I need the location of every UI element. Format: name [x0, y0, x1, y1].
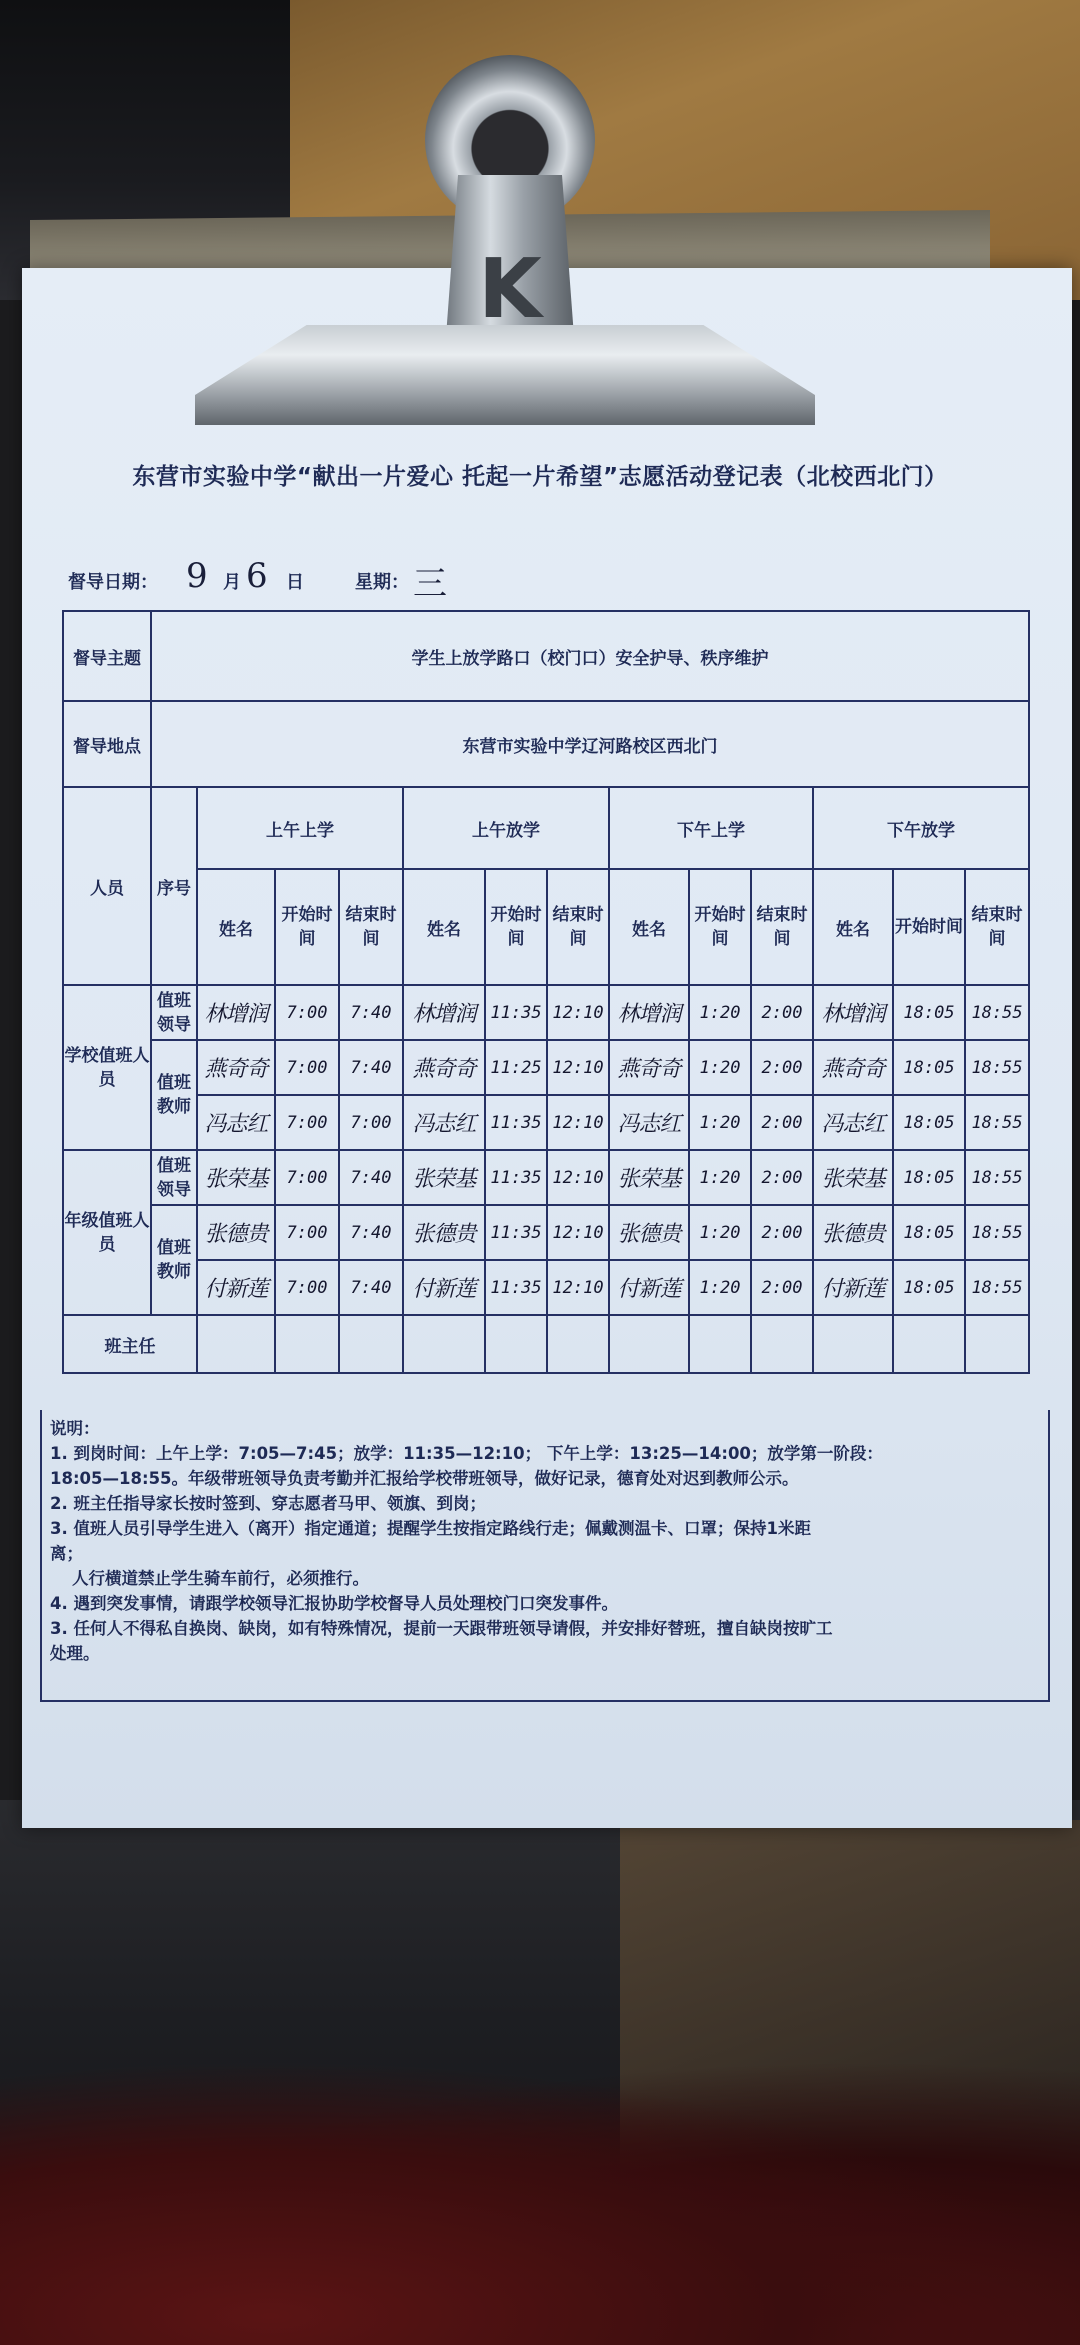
weekday-value: 三: [413, 564, 447, 604]
empty-cell: [813, 1315, 893, 1373]
role-label: 值班教师: [151, 1205, 197, 1315]
time-cell: 11:25: [485, 1040, 547, 1095]
note-item: 离；: [50, 1544, 83, 1563]
signature: 林增润: [609, 985, 689, 1040]
time-cell: 18:05: [893, 1205, 965, 1260]
time-cell: 7:40: [339, 1040, 403, 1095]
empty-cell: [339, 1315, 403, 1373]
time-cell: 18:55: [965, 1095, 1029, 1150]
time-cell: 7:40: [339, 1150, 403, 1205]
time-cell: 1:20: [689, 1095, 751, 1150]
empty-cell: [689, 1315, 751, 1373]
signature: 冯志红: [197, 1095, 275, 1150]
col-end: 结束时间: [339, 869, 403, 985]
note-item: 处理。: [50, 1644, 100, 1663]
table-row: [63, 1205, 1029, 1260]
signature: 冯志红: [403, 1095, 485, 1150]
empty-cell: [197, 1315, 275, 1373]
time-cell: 18:05: [893, 1040, 965, 1095]
notes-box: [40, 1410, 1050, 1702]
time-cell: 1:20: [689, 1150, 751, 1205]
time-cell: 2:00: [751, 1150, 813, 1205]
time-cell: 7:40: [339, 1260, 403, 1315]
col-name: 姓名: [197, 869, 275, 985]
time-cell: 11:35: [485, 985, 547, 1040]
note-item: 人行横道禁止学生骑车前行，必须推行。: [72, 1569, 369, 1588]
group-label: 学校值班人员: [63, 985, 151, 1150]
role-label: 值班教师: [151, 1040, 197, 1150]
signature: 张德贵: [403, 1205, 485, 1260]
col-start: 开始时间: [689, 869, 751, 985]
col-end: 结束时间: [547, 869, 609, 985]
time-cell: 7:00: [275, 1260, 339, 1315]
time-cell: 7:00: [275, 1205, 339, 1260]
signature: 张荣基: [197, 1150, 275, 1205]
col-start: 开始时间: [893, 869, 965, 985]
topic-value: 学生上放学路口（校门口）安全护导、秩序维护: [151, 611, 1029, 701]
role-label: 值班领导: [151, 985, 197, 1040]
time-cell: 12:10: [547, 1095, 609, 1150]
time-cell: 18:05: [893, 985, 965, 1040]
month-unit: 月: [223, 572, 241, 593]
time-cell: 18:55: [965, 1150, 1029, 1205]
signature: 林增润: [197, 985, 275, 1040]
duty-table: [62, 610, 1030, 1374]
time-cell: 12:10: [547, 985, 609, 1040]
empty-cell: [893, 1315, 965, 1373]
day-unit: 日: [286, 572, 304, 593]
col-name: 姓名: [813, 869, 893, 985]
group-label: 年级值班人员: [63, 1150, 151, 1315]
head-teacher-label: 班主任: [63, 1315, 197, 1373]
time-cell: 7:00: [275, 1150, 339, 1205]
note-item: 4. 遇到突发事情，请跟学校领导汇报协助学校督导人员处理校门口突发事件。: [50, 1594, 618, 1613]
signature: 张德贵: [197, 1205, 275, 1260]
empty-cell: [275, 1315, 339, 1373]
topic-label: 督导主题: [63, 611, 151, 701]
time-cell: 7:40: [339, 985, 403, 1040]
notes-heading: 说明：: [50, 1419, 100, 1438]
clip-plate: [195, 325, 815, 425]
weekday-label: 星期：: [355, 572, 409, 593]
signature: 张德贵: [813, 1205, 893, 1260]
time-cell: 7:00: [275, 1095, 339, 1150]
period-header: 上午上学: [197, 787, 403, 869]
time-cell: 1:20: [689, 985, 751, 1040]
document-title: 东营市实验中学“献出一片爱心 托起一片希望”志愿活动登记表（北校西北门）: [132, 464, 948, 490]
period-header: 下午放学: [813, 787, 1029, 869]
signature: 付新莲: [197, 1260, 275, 1315]
table-row: [63, 1040, 1029, 1095]
staff-label: 人员: [63, 787, 151, 985]
empty-cell: [403, 1315, 485, 1373]
time-cell: 18:05: [893, 1095, 965, 1150]
time-cell: 7:40: [339, 1205, 403, 1260]
time-cell: 12:10: [547, 1040, 609, 1095]
empty-cell: [965, 1315, 1029, 1373]
time-cell: 7:00: [275, 985, 339, 1040]
time-cell: 12:10: [547, 1150, 609, 1205]
date-label: 督导日期：: [68, 572, 158, 593]
time-cell: 12:10: [547, 1205, 609, 1260]
time-cell: 18:55: [965, 1040, 1029, 1095]
time-cell: 11:35: [485, 1150, 547, 1205]
signature: 张德贵: [609, 1205, 689, 1260]
signature: 付新莲: [813, 1260, 893, 1315]
seq-label: 序号: [151, 787, 197, 985]
location-label: 督导地点: [63, 701, 151, 787]
empty-cell: [547, 1315, 609, 1373]
date-day: 6: [246, 556, 268, 596]
signature: 冯志红: [813, 1095, 893, 1150]
signature: 林增润: [403, 985, 485, 1040]
red-clothing: [0, 2060, 1080, 2345]
col-name: 姓名: [609, 869, 689, 985]
table-row: [63, 1150, 1029, 1205]
role-label: 值班领导: [151, 1150, 197, 1205]
time-cell: 18:55: [965, 1205, 1029, 1260]
signature: 燕奇奇: [197, 1040, 275, 1095]
time-cell: 1:20: [689, 1040, 751, 1095]
time-cell: 2:00: [751, 1040, 813, 1095]
time-cell: 1:20: [689, 1260, 751, 1315]
signature: 燕奇奇: [403, 1040, 485, 1095]
empty-cell: [485, 1315, 547, 1373]
col-end: 结束时间: [965, 869, 1029, 985]
signature: 付新莲: [403, 1260, 485, 1315]
signature: 燕奇奇: [813, 1040, 893, 1095]
period-header: 上午放学: [403, 787, 609, 869]
signature: 付新莲: [609, 1260, 689, 1315]
signature: 张荣基: [403, 1150, 485, 1205]
time-cell: 12:10: [547, 1260, 609, 1315]
time-cell: 2:00: [751, 1260, 813, 1315]
time-cell: 18:55: [965, 1260, 1029, 1315]
time-cell: 2:00: [751, 985, 813, 1040]
signature: 燕奇奇: [609, 1040, 689, 1095]
time-cell: 2:00: [751, 1095, 813, 1150]
time-cell: 11:35: [485, 1095, 547, 1150]
note-item: 18:05—18:55。年级带班领导负责考勤并汇报给学校带班领导，做好记录，德育处对迟到教师公示。: [50, 1469, 799, 1488]
table-row: [63, 1095, 1029, 1150]
col-name: 姓名: [403, 869, 485, 985]
table-row: [63, 1315, 1029, 1373]
time-cell: 18:05: [893, 1150, 965, 1205]
binder-clip: [195, 55, 815, 425]
note-item: 3. 值班人员引导学生进入（离开）指定通道；提醒学生按指定路线行走；佩戴测温卡、口罩；保持1米距: [50, 1519, 811, 1538]
period-header: 下午上学: [609, 787, 813, 869]
time-cell: 11:35: [485, 1260, 547, 1315]
note-item: 1. 到岗时间：上午上学：7:05—7:45；放学：11:35—12:10； 下午上学：13:25—14:00；放学第一阶段：: [50, 1444, 883, 1463]
signature: 张荣基: [813, 1150, 893, 1205]
note-item: 3. 任何人不得私自换岗、缺岗，如有特殊情况，提前一天跟带班领导请假，并安排好替班，擅自缺岗按旷工: [50, 1619, 833, 1638]
col-end: 结束时间: [751, 869, 813, 985]
signature: 林增润: [813, 985, 893, 1040]
date-row: [68, 556, 768, 604]
table-row: [63, 985, 1029, 1040]
time-cell: 1:20: [689, 1205, 751, 1260]
time-cell: 7:00: [275, 1040, 339, 1095]
note-item: 2. 班主任指导家长按时签到、穿志愿者马甲、领旗、到岗；: [50, 1494, 486, 1513]
time-cell: 18:05: [893, 1260, 965, 1315]
date-month: 9: [186, 556, 208, 596]
col-start: 开始时间: [485, 869, 547, 985]
time-cell: 18:55: [965, 985, 1029, 1040]
table-row: [63, 1260, 1029, 1315]
clip-logo: K: [478, 242, 542, 337]
signature: 冯志红: [609, 1095, 689, 1150]
col-start: 开始时间: [275, 869, 339, 985]
time-cell: 11:35: [485, 1205, 547, 1260]
empty-cell: [609, 1315, 689, 1373]
empty-cell: [751, 1315, 813, 1373]
time-cell: 7:00: [339, 1095, 403, 1150]
time-cell: 2:00: [751, 1205, 813, 1260]
signature: 张荣基: [609, 1150, 689, 1205]
location-value: 东营市实验中学辽河路校区西北门: [151, 701, 1029, 787]
